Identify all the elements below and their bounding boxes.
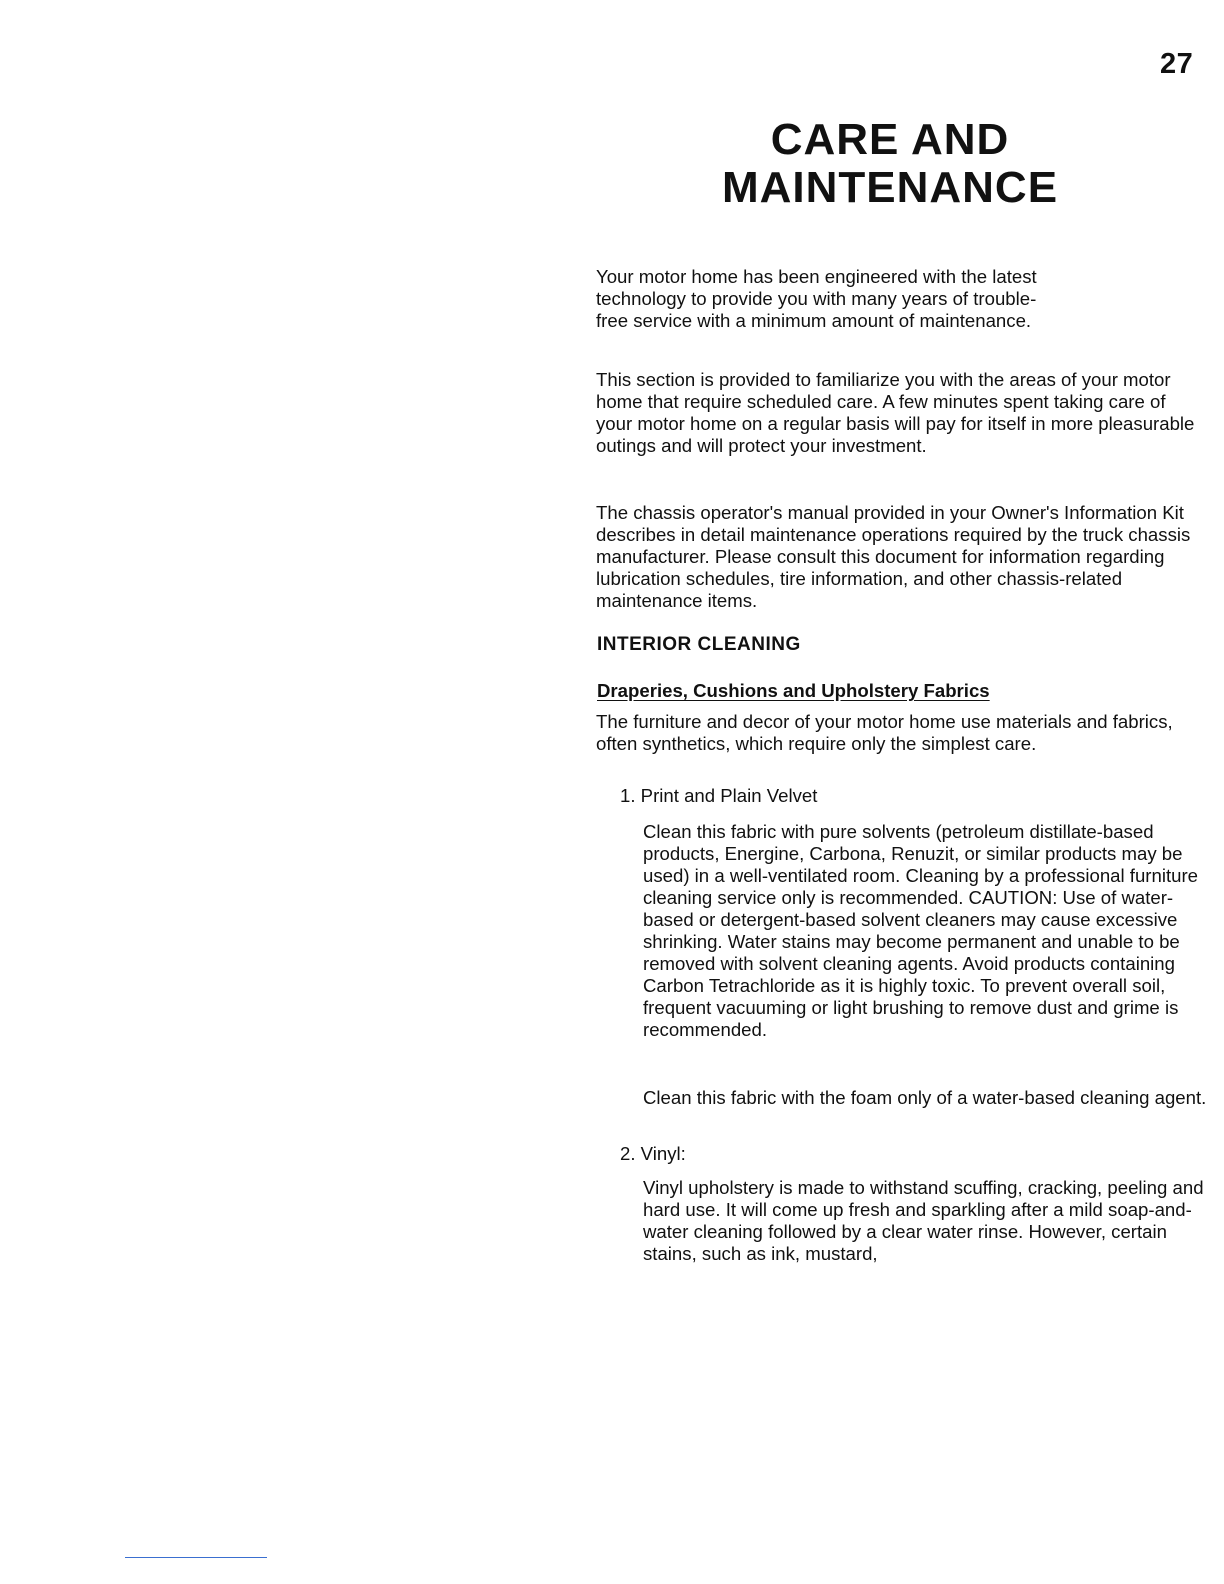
velvet-paragraph-2: Clean this fabric with the foam only of a water-based cleaning agent.	[643, 1087, 1207, 1108]
intro-paragraph-1: Your motor home has been engineered with the latest technology to provide you with many years of trouble-free service with a minimum amount of maintenance.	[596, 266, 1037, 331]
subheading-fabrics: Draperies, Cushions and Upholstery Fabrics	[597, 680, 990, 701]
list-item-label-vinyl: 2. Vinyl:	[620, 1143, 686, 1164]
intro-paragraph-2: This section is provided to familiarize you with the areas of your motor home that require scheduled care. A few minutes spent taking care of your motor home on a regular basis will pay for itself in more pleasurable outings and will protect your investment.	[596, 369, 1195, 456]
footer-rule	[125, 1557, 267, 1558]
page-title-line-1: CARE AND	[770, 115, 1010, 164]
intro-paragraph-3: The chassis operator's manual provided in your Owner's Information Kit describes in detail maintenance operations required by the truck chassis manufacturer. Please consult this document for information regarding lubrication schedules, tire information, and other chassis-related maintenance items.	[596, 502, 1191, 611]
velvet-paragraph-1: Clean this fabric with pure solvents (petroleum distillate-based products, Energine, Carbona, Renuzit, or similar products may be used) in a well-ventilated room. Cleaning by a professional furniture cleaning service only is recommended. CAUTION: Use of water-based or detergent-based solvent cleaners may cause excessive shrinking. Water stains may become permanent and unable to be removed with solvent cleaning agents. Avoid products containing Carbon Tetrachloride as it is highly toxic. To prevent overall soil, frequent vacuuming or light brushing to remove dust and grime is recommended.	[643, 821, 1199, 1040]
fabrics-intro-paragraph: The furniture and decor of your motor home use materials and fabrics, often synthetics, which require only the simplest care.	[596, 711, 1173, 754]
list-item-label-velvet: 1. Print and Plain Velvet	[620, 785, 818, 806]
page-title	[640, 116, 1140, 212]
vinyl-paragraph-1: Vinyl upholstery is made to withstand scuffing, cracking, peeling and hard use. It will come up fresh and sparkling after a mild soap-and-water cleaning followed by a clear water rinse. However, certain stains, such as ink, mustard,	[643, 1177, 1204, 1264]
page-title-line-2: MAINTENANCE	[721, 163, 1059, 212]
page-number: 27	[1160, 48, 1194, 80]
section-heading-interior-cleaning: INTERIOR CLEANING	[597, 634, 801, 655]
